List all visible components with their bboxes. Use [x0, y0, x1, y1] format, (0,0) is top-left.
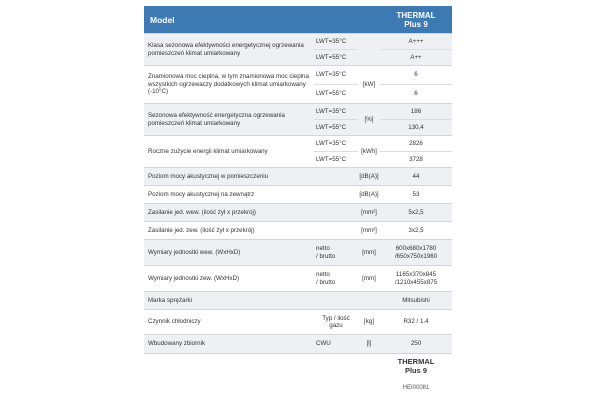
row-condition-line: netto [316, 271, 330, 278]
row-unit: [kWh] [358, 136, 380, 168]
row-unit: [mm²] [358, 204, 380, 222]
row-value: A+++ [380, 34, 452, 50]
product-name-line2: Plus 9 [404, 19, 428, 29]
row-unit: [mm²] [358, 222, 380, 240]
row-description: Znamionowa moc cieplna, w tym znamionowa moc cieplna wszystkich ogrzewaczy dodatkowych klimat umiarkowany (-10°C) [144, 66, 314, 104]
table-row [144, 266, 452, 292]
row-condition-line: Typ / ilość [322, 314, 350, 322]
footer-model-line2: Plus 9 [404, 365, 428, 375]
row-condition [314, 310, 358, 335]
table-row [144, 34, 452, 50]
row-description: Wymiary jednostki wew. (WxHxD) [144, 240, 314, 266]
row-value [380, 240, 452, 266]
row-unit: [mm] [358, 240, 380, 266]
row-condition: LWT=35°C [314, 34, 358, 50]
row-description: Poziom mocy akustycznej na zewnątrz [144, 186, 358, 204]
row-condition: LWT=55°C [314, 85, 358, 104]
row-description: Wymiary jednostki zew. (WxHxD) [144, 266, 314, 292]
row-unit: [l] [358, 335, 380, 354]
row-condition-line: / brutto [316, 252, 336, 260]
row-condition-line: / brutto [316, 278, 336, 286]
table-row [144, 240, 452, 266]
row-value: 3x2,5 [380, 222, 452, 240]
footer-product-code: HEI00081 [402, 385, 430, 391]
row-value: 44 [380, 168, 452, 186]
row-description: Poziom mocy akustycznej w pomieszczeniu [144, 168, 358, 186]
row-condition [314, 266, 358, 292]
row-value [380, 266, 452, 292]
row-value-line: 600x680x1780 [395, 245, 437, 252]
table-row [144, 136, 452, 152]
row-unit: [dB(A)] [358, 168, 380, 186]
product-column-header [380, 6, 452, 34]
row-value: 3728 [380, 152, 452, 168]
table-header-row [144, 6, 452, 34]
table-row [144, 168, 452, 186]
row-description: Roczne zużycie energii klimat umiarkowany [144, 136, 314, 168]
row-value: Mitsubishi [380, 292, 452, 310]
row-condition-line: gazu [329, 322, 343, 329]
row-description: Klasa sezonowa efektywności energetycznej ogrzewania pomieszczeń klimat umiarkowany [144, 34, 314, 66]
row-condition: LWT=55°C [314, 152, 358, 168]
table-row [144, 186, 452, 204]
row-description: Wbudowany zbiornik [144, 335, 314, 354]
row-value: 250 [380, 335, 452, 354]
spec-table-container [144, 6, 452, 354]
row-unit: [dB(A)] [358, 186, 380, 204]
row-value: 186 [380, 104, 452, 120]
footer-model-name [380, 358, 452, 375]
table-row [144, 292, 452, 310]
table-row [144, 66, 452, 85]
row-condition: LWT=35°C [314, 136, 358, 152]
spec-table [144, 6, 452, 354]
table-row [144, 104, 452, 120]
row-value: 53 [380, 186, 452, 204]
row-value: 6 [380, 66, 452, 85]
product-name-line1: THERMAL [396, 10, 436, 20]
row-condition-line: netto [316, 245, 330, 252]
row-description: Zasilanie jed. zew. (ilość żył x przekrój) [144, 222, 358, 240]
row-condition: LWT=35°C [314, 66, 358, 85]
row-condition: CWU [314, 335, 358, 354]
row-condition: LWT=35°C [314, 104, 358, 120]
row-condition [314, 240, 358, 266]
row-description: Sezonowa efektywność energetyczna ogrzewania pomieszczeń klimat umiarkowany [144, 104, 314, 136]
row-condition: LWT=55°C [314, 50, 358, 66]
table-row [144, 204, 452, 222]
row-description: Czynnik chłodniczy [144, 310, 314, 335]
row-value: R32 / 1.4 [380, 310, 452, 335]
row-unit: [kW] [358, 66, 380, 104]
row-value-line: /1210x455x875 [394, 278, 438, 286]
row-value: 6 [380, 85, 452, 104]
row-value: 5x2,5 [380, 204, 452, 222]
row-unit: [kg] [358, 310, 380, 335]
row-condition: LWT=55°C [314, 120, 358, 136]
row-value-line: /650x750x1960 [394, 252, 438, 260]
model-column-header: Model [144, 6, 380, 34]
table-row [144, 310, 452, 335]
row-value: 130,4 [380, 120, 452, 136]
row-value-line: 1165x370x845 [395, 271, 437, 278]
row-unit [358, 34, 380, 66]
row-value: 2826 [380, 136, 452, 152]
table-row [144, 222, 452, 240]
row-unit: [%] [358, 104, 380, 136]
row-unit: [mm] [358, 266, 380, 292]
row-description: Zasilanie jed. wew. (ilość żył x przekrój) [144, 204, 358, 222]
table-row [144, 335, 452, 354]
footer-model-line1: THERMAL [397, 357, 435, 366]
row-value: A++ [380, 50, 452, 66]
row-description: Marka sprężarki [144, 292, 380, 310]
